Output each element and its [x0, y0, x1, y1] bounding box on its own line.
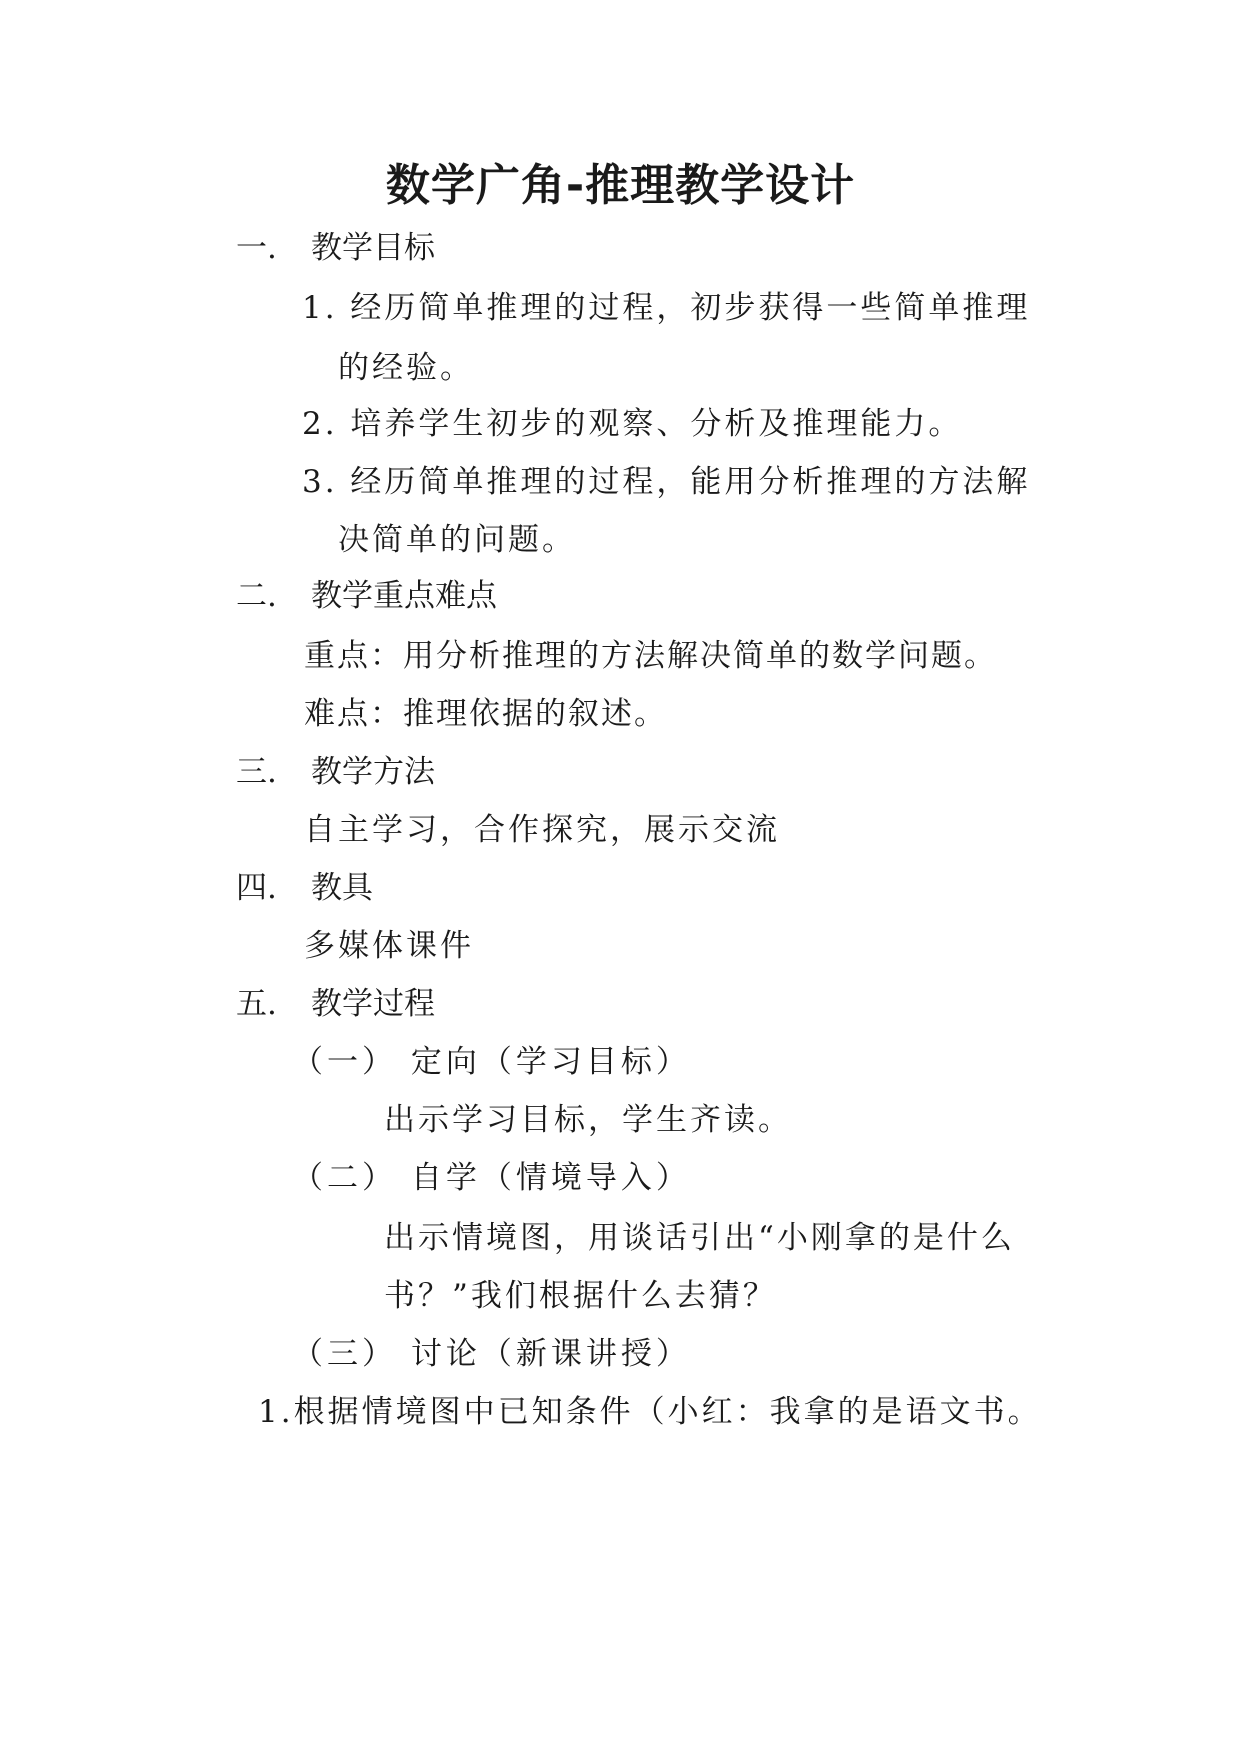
process-step-2-label: （二） 自学（情境导入）: [292, 1160, 691, 1196]
section-title: 教学方法: [311, 754, 435, 790]
section-number: 四.: [236, 870, 277, 906]
process-step-3-item-1: 1.根据情境图中已知条件（小红：我拿的是语文书。: [258, 1394, 1042, 1430]
objective-item-3: 3. 经历简单推理的过程，能用分析推理的方法解: [302, 464, 1031, 500]
tools-text: 多媒体课件: [304, 928, 474, 964]
section-number: 三.: [236, 754, 277, 790]
objective-item-1: 1. 经历简单推理的过程，初步获得一些简单推理: [302, 290, 1031, 326]
difficult-point-text: 难点：推理依据的叙述。: [304, 696, 667, 732]
key-point-text: 重点：用分析推理的方法解决简单的数学问题。: [304, 638, 997, 674]
section-number: 二.: [236, 578, 277, 614]
process-step-2-text-cont: 书？”我们根据什么去猜？: [384, 1278, 777, 1314]
objective-item-2: 2. 培养学生初步的观察、分析及推理能力。: [302, 406, 963, 442]
methods-text: 自主学习，合作探究，展示交流: [304, 812, 780, 848]
objective-item-1-cont: 的经验。: [338, 350, 474, 386]
section-title: 教具: [311, 870, 373, 906]
process-step-3-label: （三） 讨论（新课讲授）: [292, 1336, 691, 1372]
process-step-1-text: 出示学习目标，学生齐读。: [384, 1102, 792, 1138]
objective-item-3-cont: 决简单的问题。: [338, 522, 576, 558]
section-title: 教学过程: [311, 986, 435, 1022]
section-title: 教学目标: [311, 230, 435, 266]
section-title: 教学重点难点: [311, 578, 497, 614]
page-title: 数学广角-推理教学设计: [385, 160, 856, 211]
section-number: 一.: [236, 230, 277, 266]
process-step-2-text: 出示情境图，用谈话引出“小刚拿的是什么: [384, 1220, 1015, 1256]
section-number: 五.: [236, 986, 277, 1022]
process-step-1-label: （一） 定向（学习目标）: [292, 1044, 691, 1080]
